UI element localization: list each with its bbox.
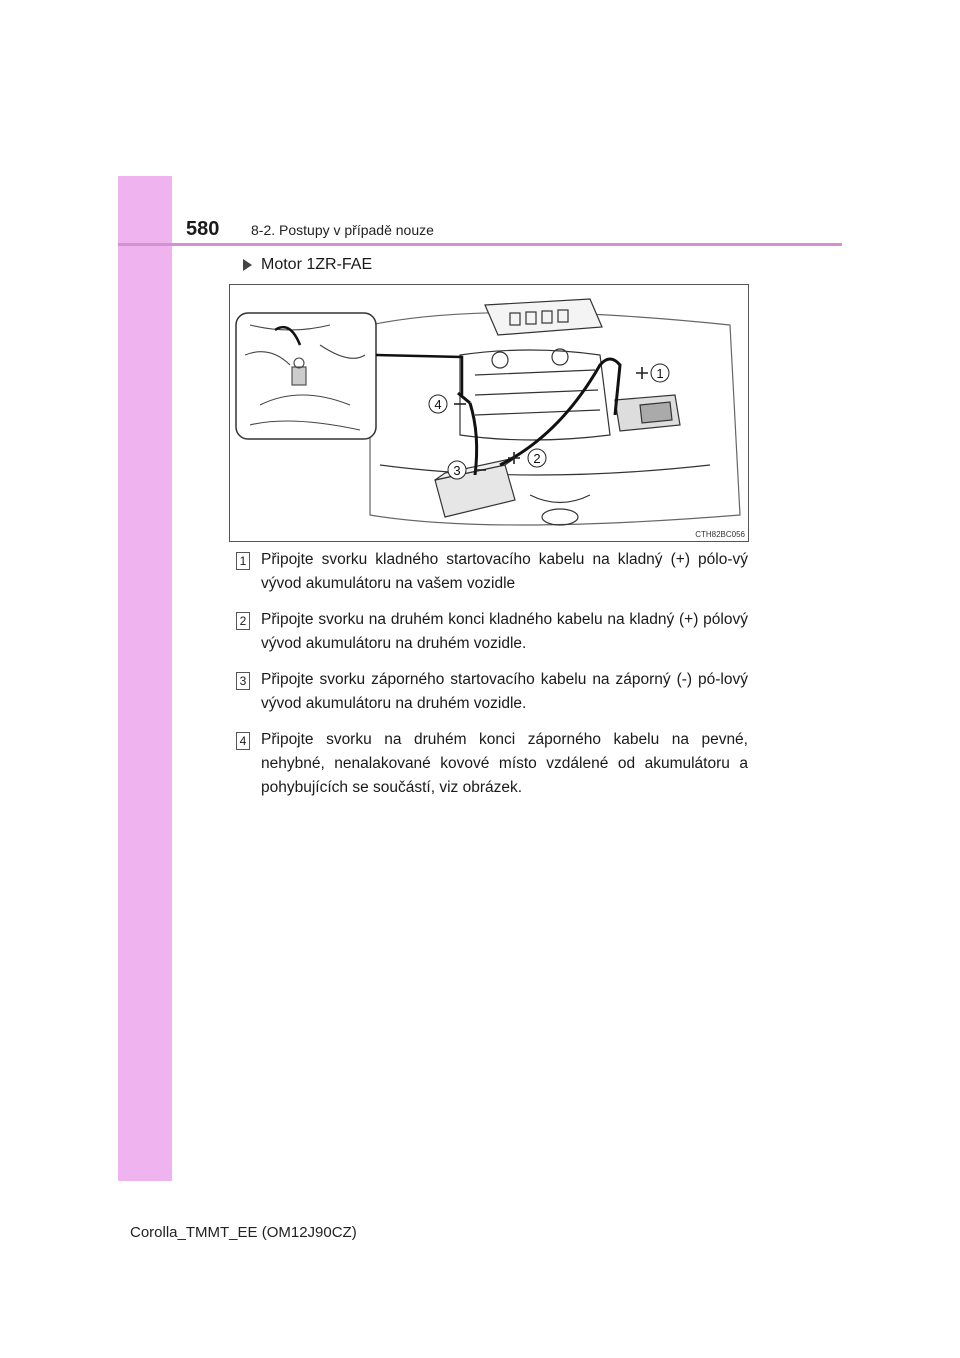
step-number: 2 (236, 612, 250, 630)
callout-1: 1 (656, 366, 664, 381)
step-text: Připojte svorku na druhém konci kladného kabelu na kladný (+) pólový vývod akumulátoru na druhém vozidle. (261, 611, 748, 652)
triangle-bullet-icon (243, 259, 252, 271)
engine-illustration (229, 284, 749, 542)
step-number: 4 (236, 732, 250, 750)
callout-2: 2 (533, 451, 541, 466)
page-header (172, 212, 842, 246)
subheading-text: Motor 1ZR-FAE (261, 256, 373, 273)
step-item (236, 548, 748, 596)
callout-3: 3 (453, 463, 461, 478)
step-text: Připojte svorku záporného startovacího kabelu na záporný (-) pó-lový vývod akumulátoru na druhém vozidle. (261, 671, 748, 712)
page-number: 580 (186, 218, 220, 240)
figure-code: CTH82BC056 (695, 530, 745, 539)
step-number: 1 (236, 552, 250, 570)
engine-drawing (230, 285, 748, 541)
header-rule (118, 243, 842, 246)
callout-4: 4 (434, 397, 442, 412)
step-text: Připojte svorku kladného startovacího kabelu na kladný (+) pólo-vý vývod akumulátoru na vašem vozidle (261, 551, 748, 592)
step-list (236, 548, 748, 812)
section-subheading (243, 256, 372, 274)
step-number: 3 (236, 672, 250, 690)
step-item (236, 608, 748, 656)
sidebar-tab (118, 176, 172, 1181)
chapter-title: 8-2. Postupy v případě nouze (251, 222, 434, 238)
step-item (236, 728, 748, 800)
step-text: Připojte svorku na druhém konci záporného kabelu na pevné, nehybné, nenalakované kovové místo vzdálené od akumulátoru a pohybujících se součástí, viz obrázek. (261, 731, 748, 796)
footer-document-id: Corolla_TMMT_EE (OM12J90CZ) (130, 1224, 357, 1241)
step-item (236, 668, 748, 716)
